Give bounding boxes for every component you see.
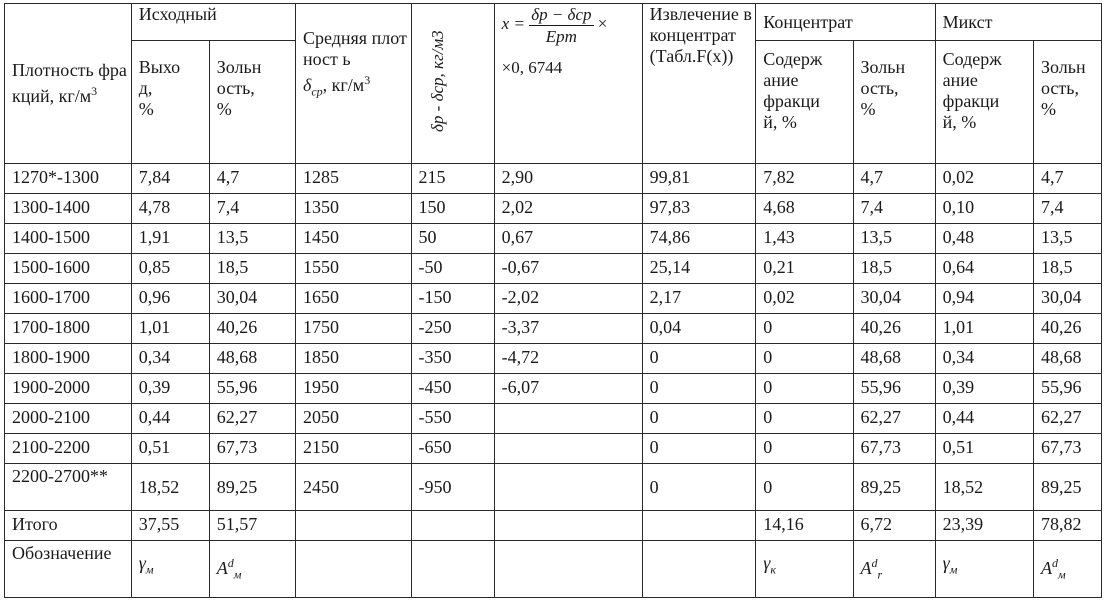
header-avg-density: Средняя плотност ь $\delta_{ср}$, $кг/м^3$ [295, 4, 411, 164]
cell-k-content: 0 [756, 434, 853, 464]
total-row [5, 511, 1102, 541]
header-m-content: Содерж ание фракци й, % [935, 41, 1033, 164]
symbols-label: Обозначение [5, 541, 132, 598]
cell-ash: 67,73 [209, 434, 295, 464]
cell-k-ash: 89,25 [853, 464, 935, 511]
cell-yield: 18,52 [131, 464, 209, 511]
cell-m-content: 1,01 [935, 314, 1033, 344]
cell-density: 1700-1800 [5, 314, 132, 344]
cell-m-ash: 13,5 [1033, 224, 1101, 254]
cell-extr: 74,86 [642, 224, 756, 254]
cell-ash: 48,68 [209, 344, 295, 374]
cell-m-ash: 67,73 [1033, 434, 1101, 464]
cell-density: 1600-1700 [5, 284, 132, 314]
symbol-ash-m2: $A^d_м$ [1033, 541, 1101, 598]
cell-m-ash: 89,25 [1033, 464, 1101, 511]
cell-m-content: 0,64 [935, 254, 1033, 284]
cell-x: 2,90 [494, 164, 642, 194]
cell-k-ash: 55,96 [853, 374, 935, 404]
header-ash: Зольн ость, % [209, 41, 295, 164]
cell-yield: 1,91 [131, 224, 209, 254]
cell-extr: 0 [642, 434, 756, 464]
cell-m-ash: 18,5 [1033, 254, 1101, 284]
cell-k-ash: 4,7 [853, 164, 935, 194]
cell-x: 2,02 [494, 194, 642, 224]
cell-m-ash: 48,68 [1033, 344, 1101, 374]
cell-ash: 4,7 [209, 164, 295, 194]
cell-m-content: 0,48 [935, 224, 1033, 254]
cell-density: 2200-2700** [5, 464, 132, 511]
cell-avg: 1550 [295, 254, 411, 284]
cell-yield: 0,34 [131, 344, 209, 374]
cell-avg: 2450 [295, 464, 411, 511]
cell-k-content: 0 [756, 344, 853, 374]
cell-delta: -250 [411, 314, 494, 344]
cell-m-ash: 7,4 [1033, 194, 1101, 224]
cell-extr: 2,17 [642, 284, 756, 314]
cell-delta: 215 [411, 164, 494, 194]
cell-x [494, 464, 642, 511]
cell-avg: 2050 [295, 404, 411, 434]
table-row [5, 254, 1102, 284]
cell-avg: 1850 [295, 344, 411, 374]
cell-density: 1300-1400 [5, 194, 132, 224]
cell-ash: 55,96 [209, 374, 295, 404]
cell-density: 2100-2200 [5, 434, 132, 464]
cell-delta: -950 [411, 464, 494, 511]
header-k-content: Содерж ание фракци й, % [756, 41, 853, 164]
cell-delta: 50 [411, 224, 494, 254]
cell-x [494, 404, 642, 434]
cell-density: 1270*-1300 [5, 164, 132, 194]
cell-ash: 62,27 [209, 404, 295, 434]
header-row-groups [5, 4, 1102, 41]
symbol-gamma-m2: $\gamma_м$ [935, 541, 1033, 598]
cell-yield: 0,51 [131, 434, 209, 464]
cell-extr: 0 [642, 404, 756, 434]
total-k-ash: 6,72 [853, 511, 935, 541]
cell-extr: 97,83 [642, 194, 756, 224]
cell-m-ash: 62,27 [1033, 404, 1101, 434]
cell-m-content: 0,39 [935, 374, 1033, 404]
cell-m-content: 0,10 [935, 194, 1033, 224]
symbols-row [5, 541, 1102, 598]
cell-x: -4,72 [494, 344, 642, 374]
symbol-gamma-k: $\gamma_к$ [756, 541, 853, 598]
table-row [5, 464, 1102, 511]
cell-k-content: 0,21 [756, 254, 853, 284]
cell-m-content: 0,51 [935, 434, 1033, 464]
cell-k-content: 0 [756, 374, 853, 404]
cell-avg: 1950 [295, 374, 411, 404]
cell-k-content: 0 [756, 464, 853, 511]
cell-k-ash: 7,4 [853, 194, 935, 224]
cell-density: 1900-2000 [5, 374, 132, 404]
cell-avg: 1450 [295, 224, 411, 254]
symbol-ash-m: $A^d_м$ [209, 541, 295, 598]
cell-k-ash: 67,73 [853, 434, 935, 464]
cell-yield: 0,39 [131, 374, 209, 404]
cell-k-ash: 30,04 [853, 284, 935, 314]
cell-yield: 0,96 [131, 284, 209, 314]
table-row [5, 314, 1102, 344]
cell-extr: 25,14 [642, 254, 756, 284]
cell-avg: 2150 [295, 434, 411, 464]
cell-x: -0,67 [494, 254, 642, 284]
cell-extr: 0,04 [642, 314, 756, 344]
cell-x: -6,07 [494, 374, 642, 404]
total-k-content: 14,16 [756, 511, 853, 541]
cell-k-content: 4,68 [756, 194, 853, 224]
cell-density: 1800-1900 [5, 344, 132, 374]
formula-fraction: $\frac{\text{δp − δcp}}{\text{Epm}}$ [531, 5, 592, 46]
cell-delta: 150 [411, 194, 494, 224]
cell-ash: 40,26 [209, 314, 295, 344]
cell-avg: 1350 [295, 194, 411, 224]
cell-ash: 30,04 [209, 284, 295, 314]
symbol-ash-r: $A^d_r$ [853, 541, 935, 598]
cell-m-content: 0,02 [935, 164, 1033, 194]
cell-ash: 13,5 [209, 224, 295, 254]
header-group-mixed: Микст [935, 4, 1101, 41]
cell-m-ash: 55,96 [1033, 374, 1101, 404]
cell-m-content: 0,44 [935, 404, 1033, 434]
table-row [5, 374, 1102, 404]
header-group-concentrate: Концентрат [756, 4, 935, 41]
cell-k-ash: 18,5 [853, 254, 935, 284]
cell-avg: 1750 [295, 314, 411, 344]
cell-x: -3,37 [494, 314, 642, 344]
table-row [5, 434, 1102, 464]
cell-yield: 7,84 [131, 164, 209, 194]
total-yield: 37,55 [131, 511, 209, 541]
table-row [5, 224, 1102, 254]
cell-yield: 0,85 [131, 254, 209, 284]
cell-m-ash: 40,26 [1033, 314, 1101, 344]
header-m-ash: Зольн ость, % [1033, 41, 1101, 164]
cell-m-ash: 30,04 [1033, 284, 1101, 314]
cell-yield: 4,78 [131, 194, 209, 224]
cell-density: 1400-1500 [5, 224, 132, 254]
cell-x: -2,02 [494, 284, 642, 314]
cell-delta: -50 [411, 254, 494, 284]
cell-extr: 0 [642, 344, 756, 374]
cell-yield: 0,44 [131, 404, 209, 434]
cell-k-content: 0 [756, 404, 853, 434]
header-yield: Выхо д, % [131, 41, 209, 164]
cell-avg: 1285 [295, 164, 411, 194]
cell-ash: 18,5 [209, 254, 295, 284]
cell-delta: -450 [411, 374, 494, 404]
cell-avg: 1650 [295, 284, 411, 314]
header-extraction: Извлечение в концентрат (Табл.F(x)) [642, 4, 756, 164]
cell-delta: -550 [411, 404, 494, 434]
cell-extr: 0 [642, 464, 756, 511]
cell-k-content: 7,82 [756, 164, 853, 194]
cell-extr: 0 [642, 374, 756, 404]
symbol-gamma-m: $\gamma_м$ [131, 541, 209, 598]
cell-yield: 1,01 [131, 314, 209, 344]
cell-k-ash: 13,5 [853, 224, 935, 254]
cell-k-content: 1,43 [756, 224, 853, 254]
header-k-ash: Зольн ость, % [853, 41, 935, 164]
table-row [5, 404, 1102, 434]
cell-k-ash: 62,27 [853, 404, 935, 434]
total-m-ash: 78,82 [1033, 511, 1101, 541]
cell-k-content: 0 [756, 314, 853, 344]
header-group-initial: Исходный [131, 4, 295, 41]
total-ash: 51,57 [209, 511, 295, 541]
cell-m-content: 18,52 [935, 464, 1033, 511]
table-row [5, 194, 1102, 224]
cell-extr: 99,81 [642, 164, 756, 194]
cell-delta: -650 [411, 434, 494, 464]
cell-m-content: 0,34 [935, 344, 1033, 374]
cell-x: 0,67 [494, 224, 642, 254]
cell-ash: 89,25 [209, 464, 295, 511]
total-m-content: 23,39 [935, 511, 1033, 541]
table-row [5, 164, 1102, 194]
cell-m-content: 0,94 [935, 284, 1033, 314]
header-delta: δp - δcp, кг/м3 [411, 4, 494, 164]
cell-ash: 7,4 [209, 194, 295, 224]
table-row [5, 284, 1102, 314]
total-label: Итого [5, 511, 132, 541]
fraction-balance-table [4, 3, 1102, 598]
header-density: Плотность фракций, $кг/м^3$ [5, 4, 132, 164]
cell-delta: -350 [411, 344, 494, 374]
cell-x [494, 434, 642, 464]
cell-k-ash: 40,26 [853, 314, 935, 344]
header-formula: x = $\frac{\text{δp − δcp}}{\text{Epm}}$ × ×0, 6744 [494, 4, 642, 164]
table-row [5, 344, 1102, 374]
fraction-balance-document [4, 3, 1102, 598]
cell-k-ash: 48,68 [853, 344, 935, 374]
cell-delta: -150 [411, 284, 494, 314]
cell-m-ash: 4,7 [1033, 164, 1101, 194]
cell-density: 1500-1600 [5, 254, 132, 284]
cell-k-content: 0,02 [756, 284, 853, 314]
cell-density: 2000-2100 [5, 404, 132, 434]
